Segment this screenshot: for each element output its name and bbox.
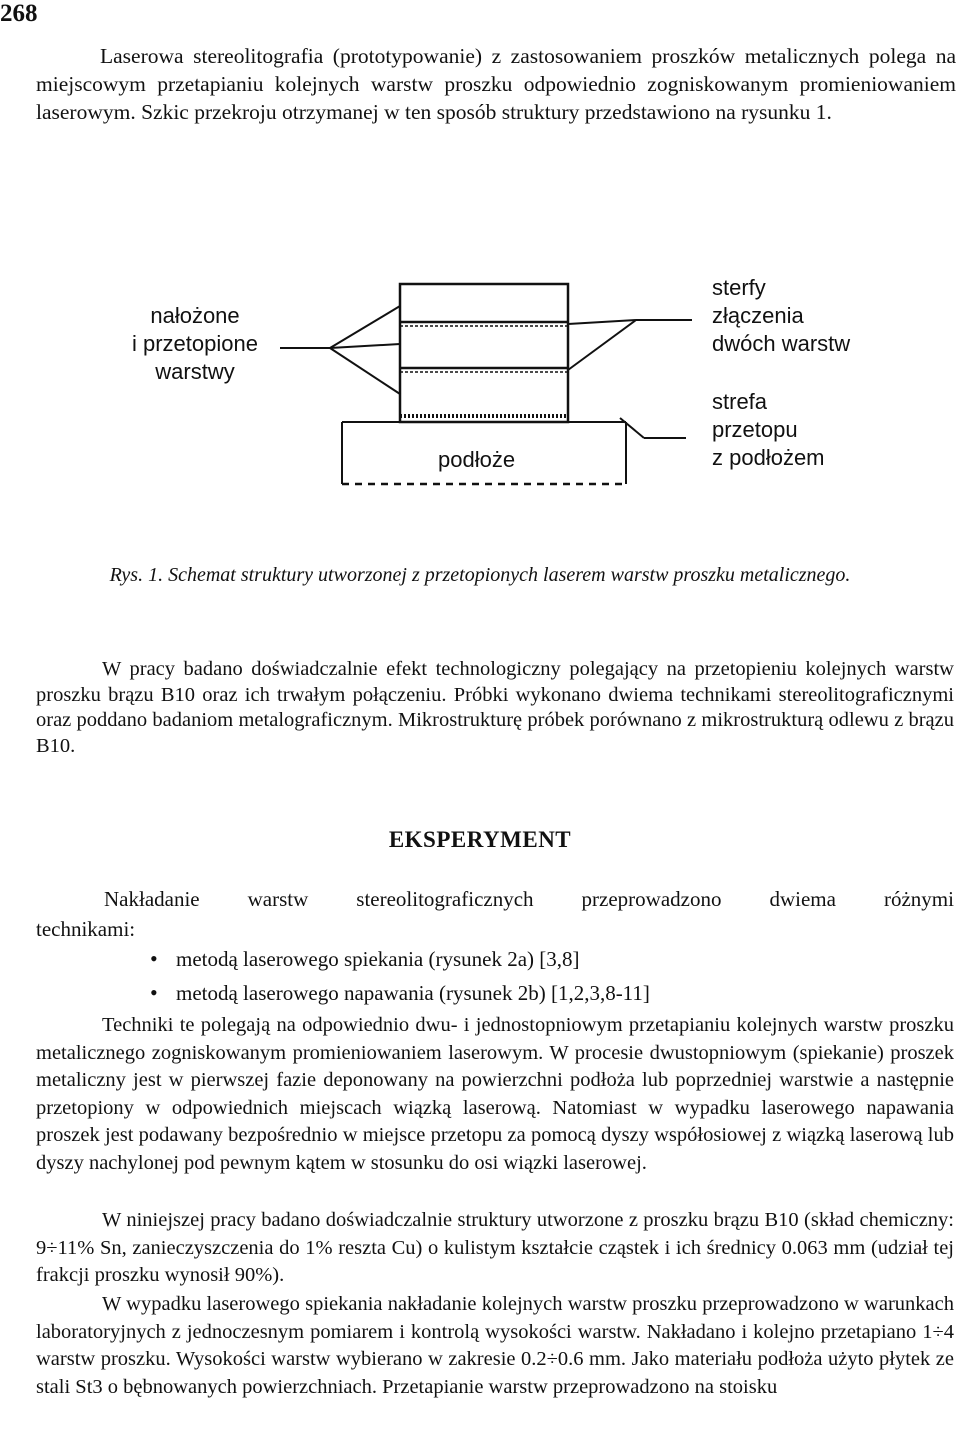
left-leader-lines bbox=[280, 306, 400, 394]
list-item: • metodą laserowego spiekania (rysunek 2a) [3,8] bbox=[150, 942, 650, 976]
label-substrate-melt-zone: strefa przetopu z podłożem bbox=[712, 389, 825, 470]
label-joint-zones: sterfy złączenia dwóch warstw bbox=[712, 275, 851, 356]
technique-list bbox=[150, 942, 650, 1010]
figure-caption: Rys. 1. Schemat struktury utworzonej z przetopionych laserem warstw proszku metalicznego. bbox=[109, 564, 851, 586]
section-heading: EKSPERYMENT bbox=[388, 827, 572, 852]
page-number: 268 bbox=[0, 0, 38, 27]
list-item: • metodą laserowego napawania (rysunek 2b) [1,2,3,8-11] bbox=[150, 976, 650, 1010]
paragraph-method: W pracy badano doświadczalnie efekt technologiczny polegający na przetopieniu kolejnych warstw proszku brązu B10 oraz ich trwałym połączeniu. Próbki wykonano dwiema technikami stereolitograficznymi oraz poddano badaniom metalograficznym. Mikrostrukturę próbek porównano z mikrostrukturą odlewu z brązu B10. bbox=[36, 658, 954, 757]
experiment-intro-line: Nakładanie warstw stereolitograficznych przeprowadzono dwiema różnymi bbox=[104, 887, 954, 911]
paragraph-material: W niniejszej pracy badano doświadczalnie struktury utworzone z proszku brązu B10 (skład chemiczny: 9÷11% Sn, zanieczyszczenia do 1% reszta Cu) o kulistym kształcie cząstek i ich średnicy 0.063 mm (udział tej frakcji proszku wynosił 90%). bbox=[36, 1209, 954, 1287]
experiment-intro-tail: technikami: bbox=[36, 917, 136, 941]
layers-stack bbox=[400, 284, 568, 422]
paragraph-sintering: W wypadku laserowego spiekania nakładanie kolejnych warstw proszku przeprowadzono w warunkach laboratoryjnych z jednoczesnym pomiarem i kontrolą wysokości warstw. Nakładano i kolejno przetapiano 1÷4 warstw proszku. Wysokości warstw wybierano w zakresie 0.2÷0.6 mm. Jako materiału podłoża użyto płytek ze stali St3 o bębnowanych powierzchniach. Przetapianie warstw przeprowadzono na stoisku bbox=[36, 1293, 954, 1398]
intro-paragraph: Laserowa stereolitografia (prototypowanie) z zastosowaniem proszków metalicznych polega na miejscowym przetapianiu kolejnych warstw proszku odpowiednio zogniskowanym promieniowaniem laserowym. Szkic przekroju otrzymanej w ten sposób struktury przedstawiono na rysunku 1. bbox=[36, 44, 956, 124]
right-leader-lines bbox=[568, 320, 692, 438]
experiment-intro bbox=[36, 884, 954, 944]
label-substrate: podłoże bbox=[438, 447, 516, 472]
paragraph-techniques: Techniki te polegają na odpowiednio dwu- i jednostopniowym przetapianiu kolejnych warstw proszku metalicznego zogniskowanym promieniowaniem laserowym. W procesie dwustopniowym (spiekanie) proszek metaliczny jest w pierwszej fazie deponowany na powierzchni podłoża lub poprzedniej warstwie a następnie przetopiony w odpowiednich miejscach wiązką laserową. Natomiast w wypadku laserowego napawania proszek jest podawany bezpośrednio w miejsce przetopu za pomocą dyszy współosiowej z wiązką laserową lub dyszy nachylonej pod pewnym kątem w stosunku do osi wiązki laserowej. bbox=[36, 1014, 954, 1174]
figure-1 bbox=[0, 260, 960, 520]
label-applied-layers: nałożone i przetopione warstwy bbox=[132, 303, 258, 384]
